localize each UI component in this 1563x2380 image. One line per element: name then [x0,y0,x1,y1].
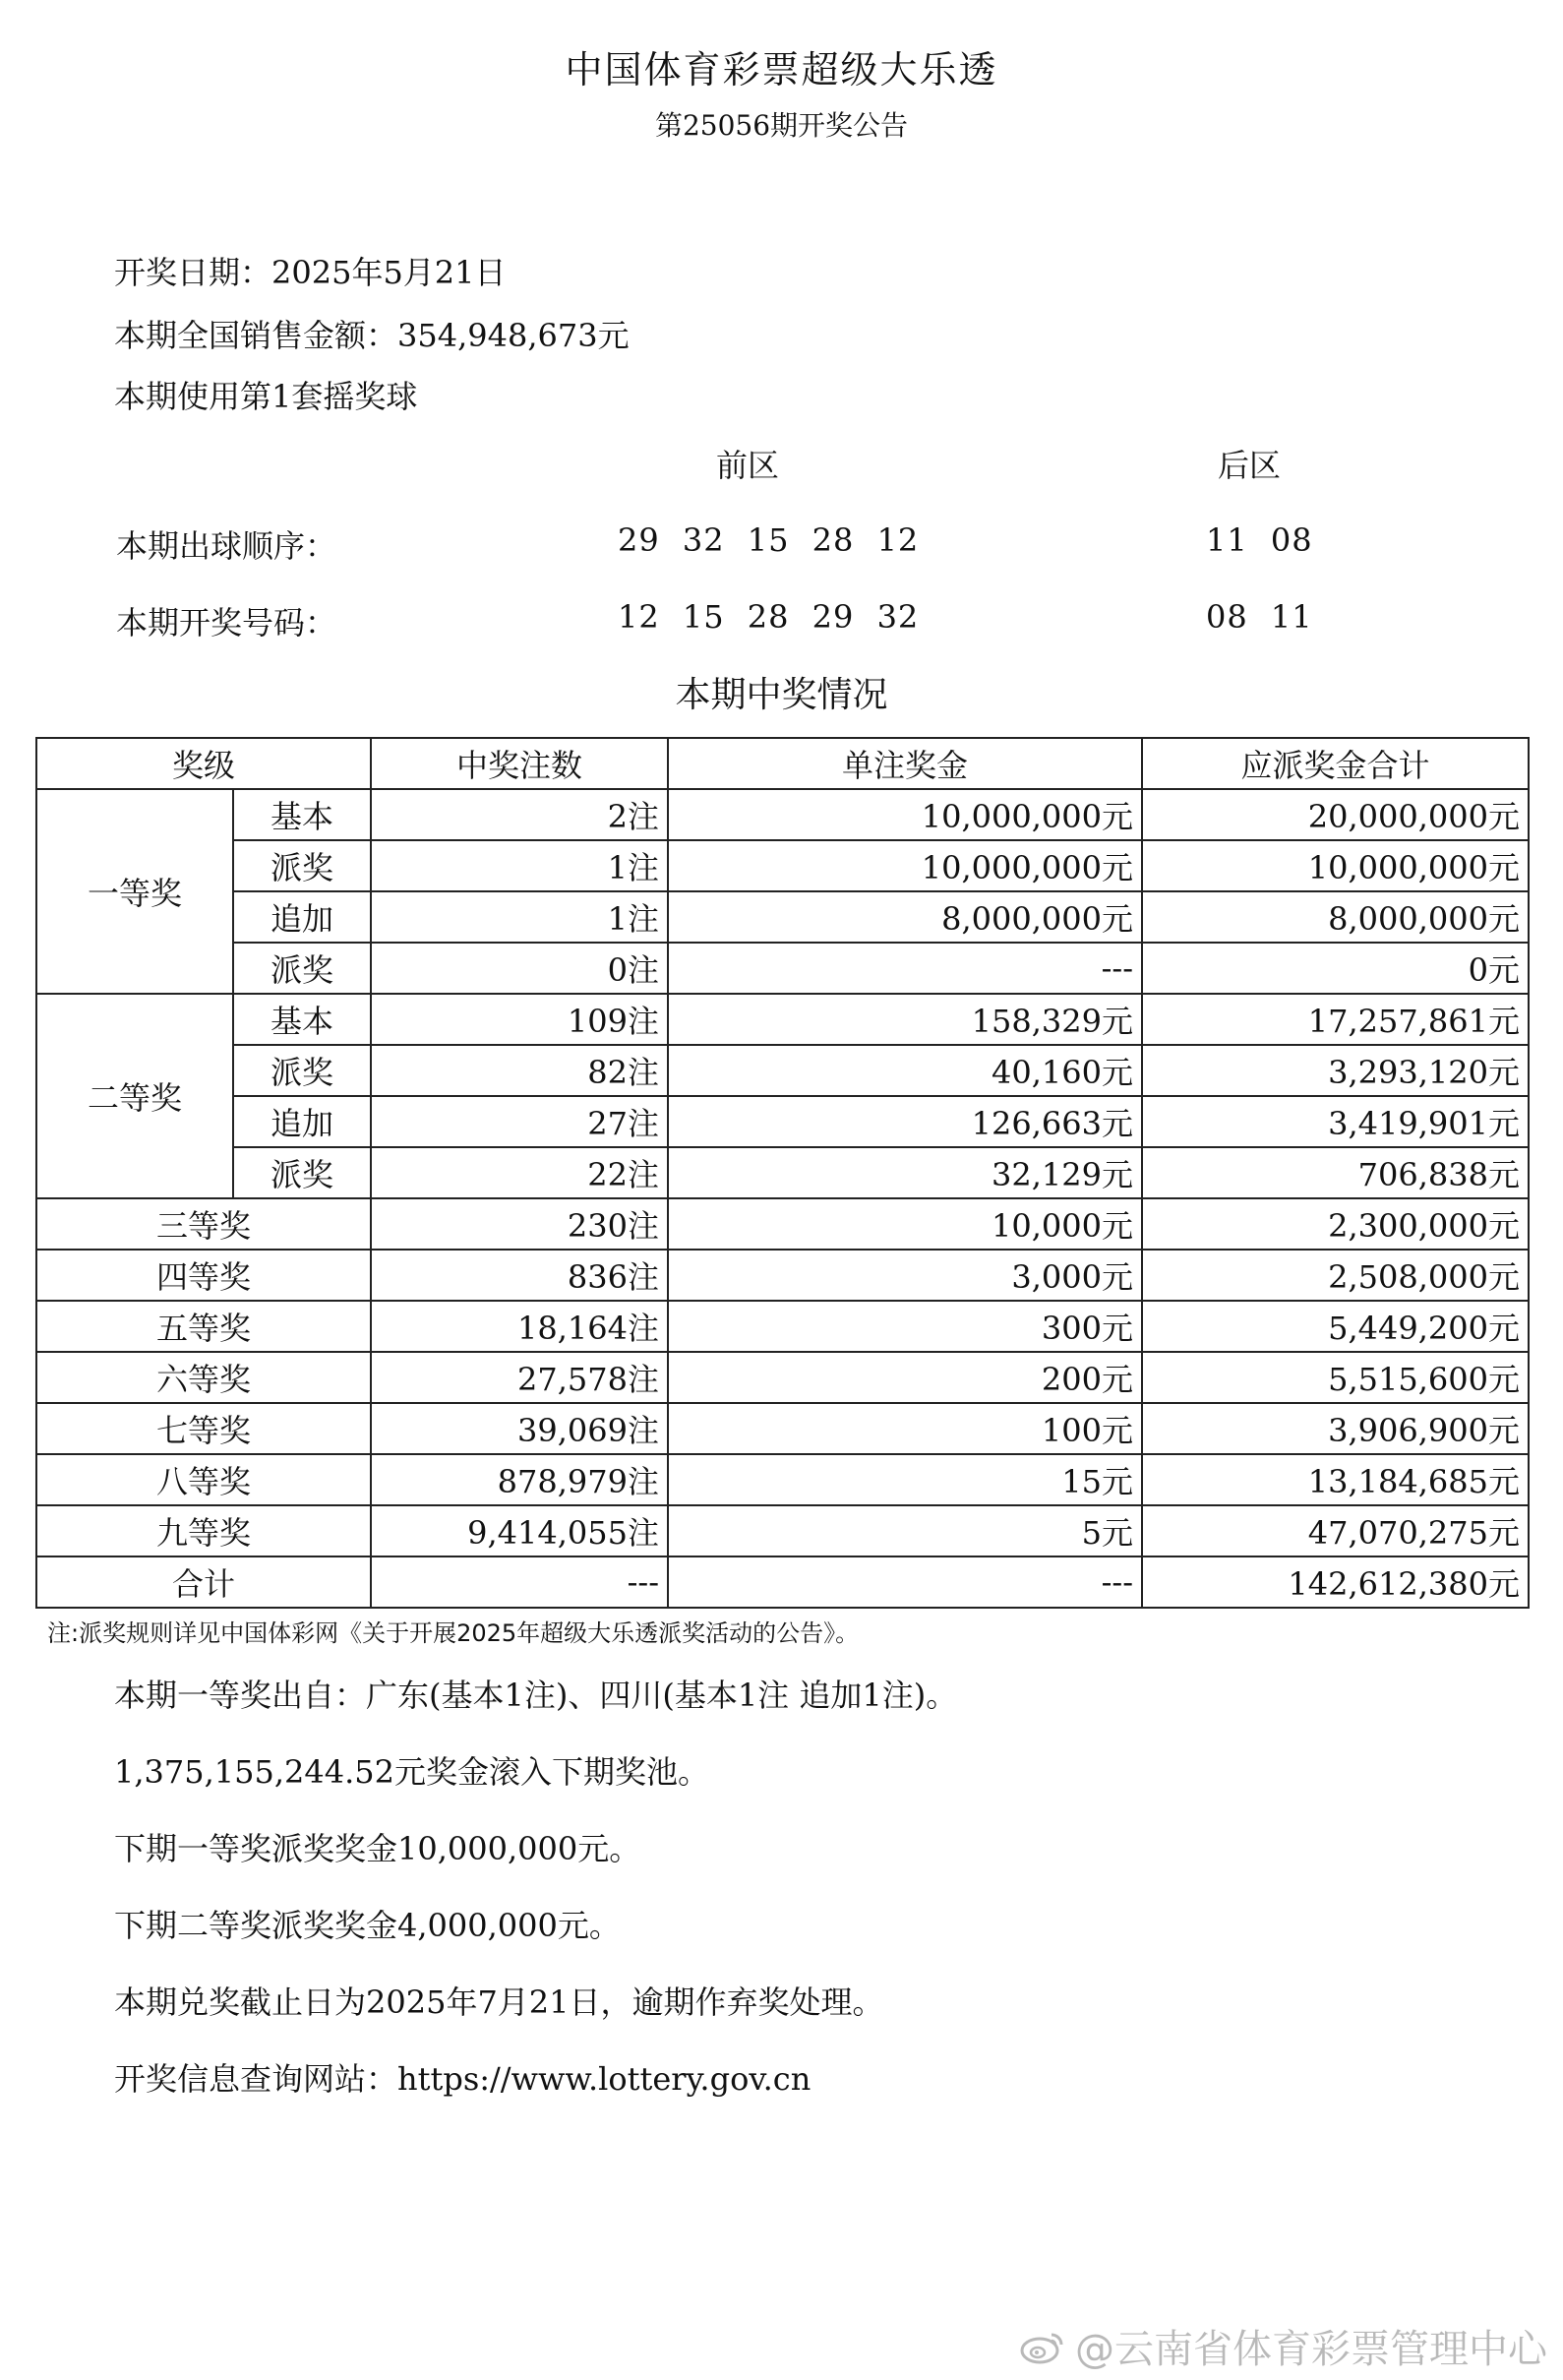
table-header-row [36,738,1529,789]
header-total: 应派奖金合计 [1142,738,1529,789]
claim-deadline: 本期兑奖截止日为2025年7月21日，逾期作弃奖处理。 [114,1983,884,2021]
unit-cell: 10,000,000元 [668,789,1142,840]
level-label: 七等奖 [36,1403,371,1454]
table-row [36,1505,1529,1556]
unit-cell: 10,000元 [668,1198,1142,1250]
sub-label: 派奖 [233,840,371,891]
level-label: 九等奖 [36,1505,371,1556]
count-cell: 27注 [371,1096,668,1147]
next-first-prize: 下期一等奖派奖奖金10,000,000元。 [114,1830,641,1867]
sub-label: 追加 [233,1096,371,1147]
total-label: 合计 [36,1556,371,1608]
total-cell: 3,293,120元 [1142,1045,1529,1096]
unit-cell: 10,000,000元 [668,840,1142,891]
website-info: 开奖信息查询网站：https://www.lottery.gov.cn [114,2060,812,2098]
order-label: 本期出球顺序： [116,527,337,565]
count-cell: 0注 [371,943,668,994]
total-cell: 3,419,901元 [1142,1096,1529,1147]
sub-label: 派奖 [233,943,371,994]
second-prize-label: 二等奖 [36,994,233,1198]
first-prize-origin: 本期一等奖出自：广东(基本1注)、四川(基本1注 追加1注)。 [114,1677,958,1714]
result-label: 本期开奖号码： [116,604,337,641]
table-row [36,1403,1529,1454]
table-row [36,943,1529,994]
total-cell: 17,257,861元 [1142,994,1529,1045]
prize-section-title: 本期中奖情况 [675,675,888,715]
count-cell: 1注 [371,891,668,943]
unit-cell: 158,329元 [668,994,1142,1045]
total-cell: 5,515,600元 [1142,1352,1529,1403]
count-cell: 22注 [371,1147,668,1198]
sub-label: 基本 [233,994,371,1045]
level-label: 八等奖 [36,1454,371,1505]
result-front-numbers: 12 15 28 29 32 [618,598,920,636]
count-cell: 109注 [371,994,668,1045]
footnote: 注:派奖规则详见中国体彩网《关于开展2025年超级大乐透派奖活动的公告》。 [47,1619,860,1647]
count-cell: 1注 [371,840,668,891]
total-cell: 8,000,000元 [1142,891,1529,943]
total-cell: 10,000,000元 [1142,840,1529,891]
total-cell: 2,300,000元 [1142,1198,1529,1250]
count-cell: --- [371,1556,668,1608]
header-count: 中奖注数 [371,738,668,789]
rollover-amount: 1,375,155,244.52元奖金滚入下期奖池。 [114,1753,710,1791]
order-front-numbers: 29 32 15 28 12 [618,521,920,559]
sub-label: 派奖 [233,1147,371,1198]
table-row [36,1250,1529,1301]
total-cell: 5,449,200元 [1142,1301,1529,1352]
draw-date: 开奖日期：2025年5月21日 [114,254,507,291]
unit-cell: 3,000元 [668,1250,1142,1301]
unit-cell: 5元 [668,1505,1142,1556]
unit-cell: 15元 [668,1454,1142,1505]
sales-amount: 本期全国销售金额：354,948,673元 [114,317,630,354]
table-row [36,1045,1529,1096]
page-subtitle: 第25056期开奖公告 [654,109,909,142]
unit-cell: --- [668,943,1142,994]
unit-cell: 300元 [668,1301,1142,1352]
count-cell: 2注 [371,789,668,840]
table-row [36,1096,1529,1147]
sub-label: 派奖 [233,1045,371,1096]
count-cell: 18,164注 [371,1301,668,1352]
level-label: 六等奖 [36,1352,371,1403]
unit-cell: 8,000,000元 [668,891,1142,943]
count-cell: 836注 [371,1250,668,1301]
count-cell: 9,414,055注 [371,1505,668,1556]
prize-table [35,737,1530,1609]
total-cell: 13,184,685元 [1142,1454,1529,1505]
watermark-text: @云南省体育彩票管理中心 [1075,2327,1547,2372]
count-cell: 878,979注 [371,1454,668,1505]
next-second-prize: 下期二等奖派奖奖金4,000,000元。 [114,1907,621,1944]
count-cell: 39,069注 [371,1403,668,1454]
count-cell: 230注 [371,1198,668,1250]
table-row [36,1352,1529,1403]
result-back-numbers: 08 11 [1206,598,1313,636]
sub-label: 基本 [233,789,371,840]
page-title: 中国体育彩票超级大乐透 [565,48,998,92]
table-row [36,789,1529,840]
table-row [36,1301,1529,1352]
level-label: 三等奖 [36,1198,371,1250]
total-cell: 20,000,000元 [1142,789,1529,840]
total-cell: 706,838元 [1142,1147,1529,1198]
total-cell: 0元 [1142,943,1529,994]
ball-set: 本期使用第1套摇奖球 [114,378,418,415]
watermark [1018,2318,1547,2374]
table-total-row [36,1556,1529,1608]
count-cell: 27,578注 [371,1352,668,1403]
front-zone-label: 前区 [716,447,780,484]
weibo-icon [1018,2327,1067,2366]
total-cell: 3,906,900元 [1142,1403,1529,1454]
count-cell: 82注 [371,1045,668,1096]
table-row [36,891,1529,943]
unit-cell: 100元 [668,1403,1142,1454]
table-row [36,1147,1529,1198]
unit-cell: 40,160元 [668,1045,1142,1096]
first-prize-label: 一等奖 [36,789,233,994]
total-cell: 2,508,000元 [1142,1250,1529,1301]
unit-cell: 126,663元 [668,1096,1142,1147]
total-cell: 47,070,275元 [1142,1505,1529,1556]
level-label: 四等奖 [36,1250,371,1301]
back-zone-label: 后区 [1218,447,1282,484]
table-row [36,840,1529,891]
table-row [36,1198,1529,1250]
sub-label: 追加 [233,891,371,943]
header-unit: 单注奖金 [668,738,1142,789]
unit-cell: 200元 [668,1352,1142,1403]
total-cell: 142,612,380元 [1142,1556,1529,1608]
unit-cell: 32,129元 [668,1147,1142,1198]
level-label: 五等奖 [36,1301,371,1352]
order-back-numbers: 11 08 [1206,521,1313,559]
table-row [36,1454,1529,1505]
table-row [36,994,1529,1045]
header-level: 奖级 [36,738,371,789]
unit-cell: --- [668,1556,1142,1608]
